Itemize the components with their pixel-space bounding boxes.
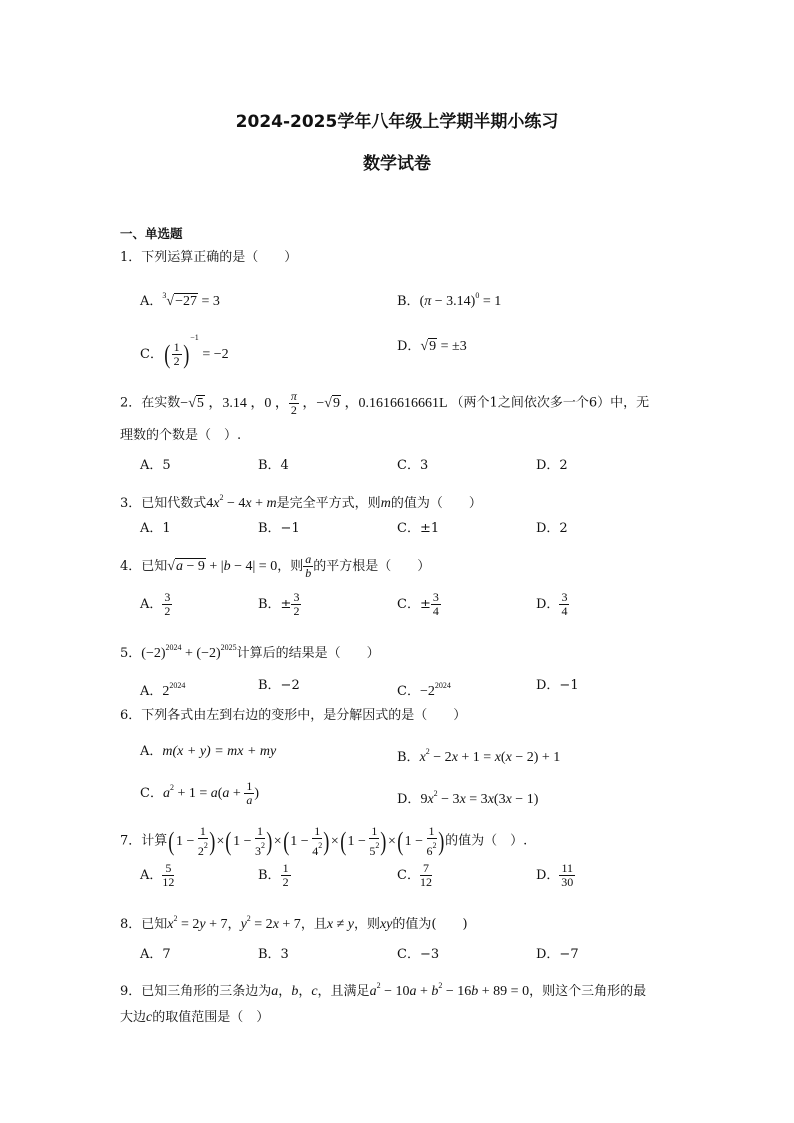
- q7-option-c[interactable]: [397, 862, 432, 889]
- q7-option-d[interactable]: [536, 862, 575, 889]
- question-text: 在实数: [141, 395, 181, 411]
- q1-option-a[interactable]: [140, 287, 220, 311]
- math-variable: c: [311, 984, 318, 999]
- question-5: [120, 639, 380, 663]
- q6-option-a[interactable]: [140, 743, 276, 761]
- question-2-line-2: 理数的个数是（ ）.: [120, 428, 242, 443]
- question-text: 的值为( ): [392, 917, 468, 932]
- math-expression: $2^{2024}$: [162, 681, 186, 699]
- question-text: 是完全平方式，则: [276, 496, 381, 511]
- math-fraction: $\frac{3}{4}$: [432, 590, 439, 618]
- q1-option-b[interactable]: [397, 287, 501, 311]
- q5-option-d[interactable]: D．−1: [536, 678, 579, 693]
- math-expression: $a^2 + 1 = a(a$ + $\frac{1}{a}$ ): [162, 779, 259, 808]
- math-variable: b: [291, 984, 299, 999]
- option-label: D．: [397, 792, 421, 807]
- question-text: 计算后的结果是（ ）: [236, 646, 380, 661]
- question-number: 6．: [120, 708, 142, 723]
- question-text: ，: [227, 917, 241, 932]
- question-1: [120, 249, 297, 267]
- question-6: [120, 707, 466, 725]
- question-text: ，且: [300, 917, 327, 932]
- question-number: 2．: [120, 395, 142, 411]
- section-heading: 一、单选题: [120, 226, 183, 241]
- option-label: C．: [397, 868, 420, 883]
- option-label: A．: [140, 684, 163, 699]
- math-fraction: $\frac{3}{2}$: [293, 590, 300, 618]
- option-label: C．±: [397, 597, 431, 612]
- q4-option-a[interactable]: [140, 591, 172, 618]
- math-expression: $-2^{2024}$: [419, 681, 451, 699]
- math-expression: $4x^2 - 4x + m$: [206, 493, 277, 511]
- math-fraction: $\frac{a}{b}$: [305, 552, 312, 580]
- question-4: [120, 553, 430, 580]
- math-fraction: $\frac{7}{12}$: [419, 861, 432, 889]
- math-expression: m(x + y) = mx + my: [162, 744, 277, 759]
- q5-option-c[interactable]: [397, 677, 451, 701]
- q8-option-b[interactable]: B．3: [258, 947, 289, 962]
- question-2: [120, 390, 649, 417]
- question-text: ，且满足: [317, 984, 370, 999]
- math-expression: $(-2)^{2024} + (-2)^{2025}$: [141, 643, 237, 661]
- question-text: 的值为（ ）.: [445, 833, 528, 849]
- math-expression: (1 − $\frac{1}{2^2}$ )×(1 − $\frac{1}{3^2}$ )×(1 − $\frac{1}{4^2}$ )×(1 − $\frac{1}{5^2}$ )×(1 − $\frac{1}{6^2}$ ): [168, 824, 444, 858]
- question-text: 的平方根是（ ）: [313, 559, 431, 574]
- question-text: 的值为（ ）: [390, 496, 482, 511]
- math-expression: x ≠ y: [326, 917, 354, 932]
- math-expression: a: [271, 984, 279, 999]
- math-expression: ( $\frac{1}{2}$ )$^{-1}$ = −2: [164, 333, 229, 369]
- q8-option-a[interactable]: A．7: [140, 947, 171, 962]
- question-number: 1．: [120, 250, 142, 265]
- q5-option-a[interactable]: [140, 677, 185, 701]
- page-title: 2024-2025学年八年级上学期半期小练习: [235, 112, 559, 132]
- math-expression: $9x^2 - 3x = 3x(3x - 1)$: [420, 789, 539, 807]
- option-label: D．: [536, 868, 560, 883]
- question-text: （两个1之间依次多一个6）中，无: [450, 395, 650, 411]
- option-label: B．: [258, 868, 281, 883]
- question-number: 4．: [120, 559, 142, 574]
- q2-option-a[interactable]: A．5: [140, 458, 171, 473]
- question-text: 计算: [141, 833, 168, 849]
- question-number: 5．: [120, 646, 142, 661]
- question-number: 9．: [120, 984, 142, 999]
- q2-option-b[interactable]: B．4: [258, 458, 289, 473]
- math-fraction: $\frac{1}{2}$: [282, 861, 289, 889]
- question-text: ，则: [277, 559, 304, 574]
- question-text: 已知三角形的三条边为: [141, 984, 272, 999]
- q8-option-d[interactable]: D．−7: [536, 947, 579, 962]
- math-variable: m: [380, 496, 391, 511]
- q2-option-c[interactable]: C．3: [397, 458, 429, 473]
- q4-option-d[interactable]: [536, 591, 569, 618]
- math-expression: xy: [379, 917, 393, 932]
- math-fraction: $\frac{3}{2}$: [164, 590, 171, 618]
- math-variable: c: [146, 1010, 153, 1025]
- question-text: 下列运算正确的是（ ）: [141, 250, 298, 265]
- q5-option-b[interactable]: B．−2: [258, 678, 300, 693]
- question-text: 的取值范围是（ ）: [152, 1010, 270, 1025]
- option-label: A．: [140, 744, 163, 759]
- option-label: C．: [140, 786, 163, 801]
- q2-option-d[interactable]: D．2: [536, 458, 568, 473]
- question-9: 9．已知三角形的三条边为a，b，c，且满足$a^2 - 10a + b^2 - 16b + 89 = 0$，则这个三角形的最: [120, 981, 647, 999]
- option-label: A．: [140, 294, 163, 309]
- math-expression: $y^2 = 2x + 7$: [240, 914, 301, 932]
- question-text: ，则: [353, 917, 380, 932]
- q6-option-c[interactable]: [140, 779, 259, 807]
- math-fraction: $\frac{5}{12}$: [162, 861, 175, 889]
- option-label: B．±: [258, 597, 292, 612]
- math-expression: $a^2 - 10a + b^2 - 16b + 89 = 0$: [369, 981, 530, 999]
- option-label: B．: [397, 294, 420, 309]
- question-8: [120, 910, 468, 934]
- q7-option-a[interactable]: [140, 862, 174, 889]
- math-expression: √9 = ±3: [420, 339, 467, 354]
- math-expression: $^3$√−27 = 3: [162, 291, 220, 309]
- math-fraction: $\frac{11}{30}$: [561, 861, 574, 889]
- q4-option-c[interactable]: [397, 591, 441, 618]
- question-number: 8．: [120, 917, 142, 932]
- question-text: 已知: [141, 917, 168, 932]
- option-label: D．: [536, 597, 560, 612]
- q4-option-b[interactable]: [258, 591, 301, 618]
- math-expression: $(\pi - 3.14)^0 = 1$: [419, 291, 502, 309]
- math-fraction: $\frac{3}{4}$: [561, 590, 568, 618]
- question-9-line-2: [120, 1009, 269, 1027]
- q7-option-b[interactable]: [258, 862, 291, 889]
- option-label: C．: [397, 684, 420, 699]
- q6-option-b[interactable]: [397, 743, 560, 767]
- math-expression: √a − 9 + |b − 4| = 0: [167, 559, 278, 574]
- question-text: 已知代数式: [141, 496, 207, 511]
- question-text: ，则这个三角形的最: [529, 984, 647, 999]
- question-text: 下列各式由左到右边的变形中，是分解因式的是（ ）: [141, 708, 467, 723]
- math-expression: $x^2 = 2y + 7$: [167, 914, 228, 932]
- q3-option-b[interactable]: B．−1: [258, 521, 300, 536]
- question-number: 7．: [120, 833, 142, 849]
- q6-option-d[interactable]: [397, 785, 538, 809]
- option-label: A．: [140, 868, 163, 883]
- question-3: [120, 489, 482, 513]
- q1-option-c[interactable]: [140, 329, 229, 368]
- question-7: [120, 825, 527, 858]
- q3-option-c[interactable]: C．±1: [397, 521, 440, 536]
- question-text: 已知: [141, 559, 168, 574]
- math-expression: $x^2 - 2x + 1 = x(x - 2) + 1$: [419, 747, 561, 765]
- q8-option-c[interactable]: C．−3: [397, 947, 440, 962]
- question-text: 大边: [120, 1010, 147, 1025]
- q3-option-a[interactable]: A．1: [140, 521, 171, 536]
- page-subtitle: 数学试卷: [363, 154, 431, 174]
- question-number: 3．: [120, 496, 142, 511]
- option-label: B．: [397, 750, 420, 765]
- option-label: C．: [140, 347, 163, 362]
- q1-option-d[interactable]: [397, 338, 467, 356]
- math-expression: −√5 ，3.14 ，0 ， $\frac{\pi}{2}$ ，−√9 ，0.1616616661L: [180, 389, 451, 417]
- option-label: A．: [140, 597, 163, 612]
- q3-option-d[interactable]: D．2: [536, 521, 568, 536]
- option-label: D．: [397, 339, 421, 354]
